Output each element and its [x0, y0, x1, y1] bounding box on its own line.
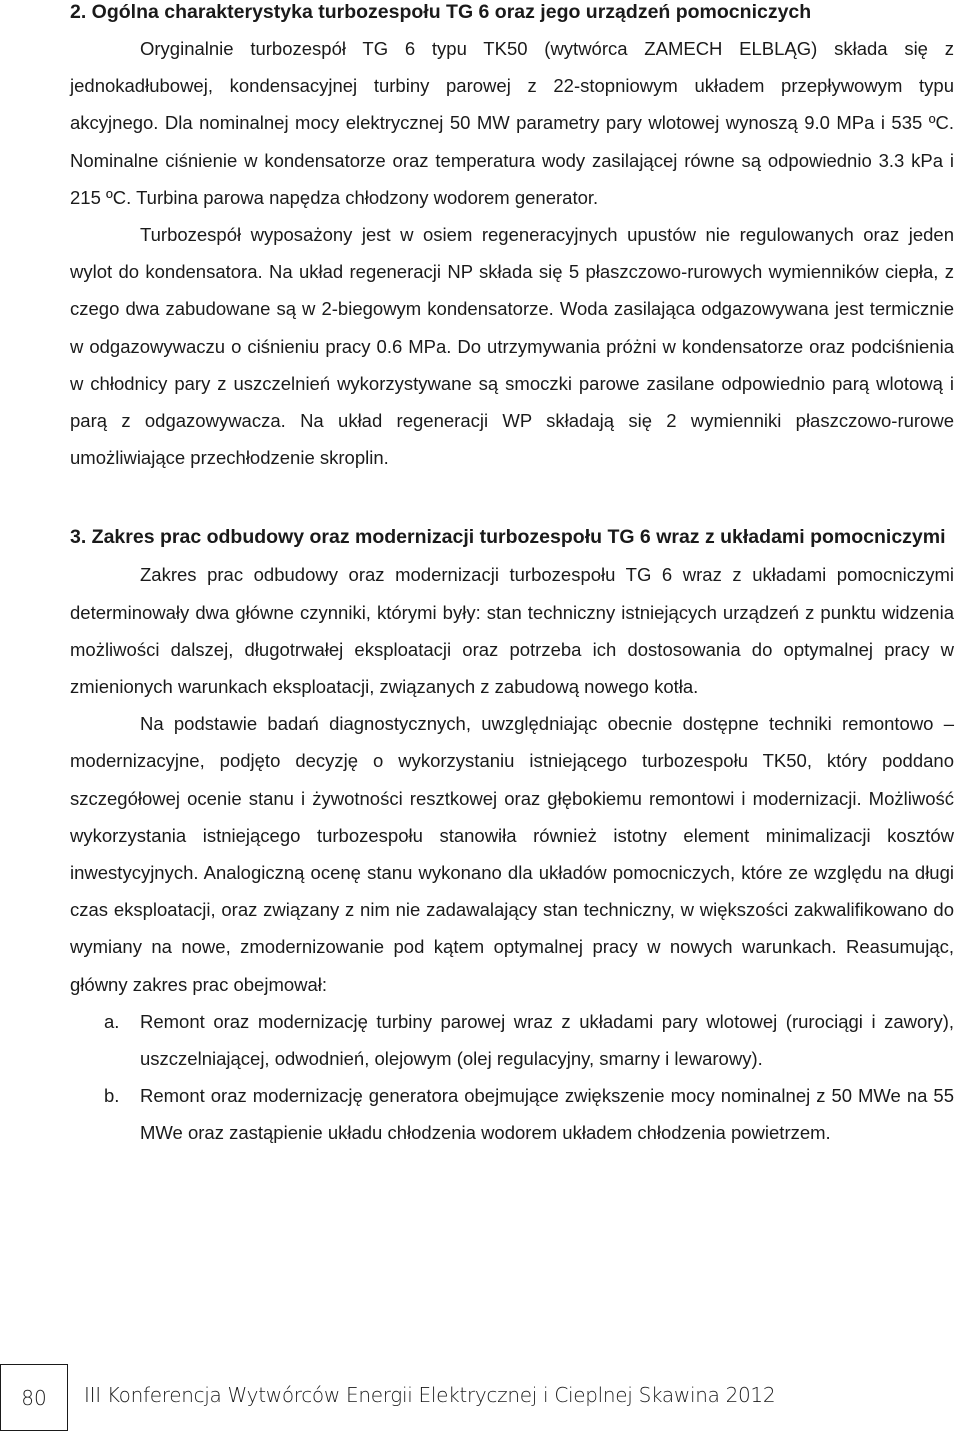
page-footer — [0, 1364, 960, 1431]
scope-list — [70, 1003, 954, 1152]
section-heading-3: 3. Zakres prac odbudowy oraz modernizacji turbozespołu TG 6 wraz z układami pomocniczymi — [70, 526, 946, 549]
list-item — [70, 1077, 954, 1151]
paragraph-regeneration-system: Turbozespół wyposażony jest w osiem regeneracyjnych upustów nie regulowanych oraz jeden wylot do kondensatora. Na układ regeneracji NP składa się 5 płaszczowo-rurowych wymienników ciepła, z czego dwa zabudowane są w 2-biegowym kondensatorze. Woda zasilająca odgazowywana jest termicznie w odgazowywaczu o ciśnieniu pracy 0.6 MPa. Do utrzymywania próżni w kondensatorze oraz podciśnienia w chłodnicy pary z uszczelnień wykorzystywane są smoczki parowe zasilane odpowiednio parą wlotową i parą z odgazowywacza. Na układ regeneracji WP składają się 2 wymienniki płaszczowo-rurowe umożliwiające przechłodzenie skroplin. — [70, 224, 954, 469]
list-item-text: Remont oraz modernizację generatora obejmujące zwiększenie mocy nominalnej z 50 MWe na 55 MWe oraz zastąpienie układu chłodzenia wodorem układem chłodzenia powietrzem. — [140, 1085, 954, 1144]
paragraph-scope-factors: Zakres prac odbudowy oraz modernizacji turbozespołu TG 6 wraz z układami pomocniczymi determinowały dwa główne czynniki, którymi były: stan techniczny istniejących urządzeń z punktu widzenia możliwości dalszej, długotrwałej eksploatacji oraz potrzeba ich dostosowania do optymalnej pracy w zmienionych warunkach eksploatacji, związanych z zabudową nowego kotła. — [70, 564, 954, 698]
list-item — [70, 1003, 954, 1077]
conference-name: III Konferencja Wytwórców Energii Elektrycznej i Cieplnej Skawina 2012 — [84, 1383, 776, 1407]
section-spacer — [70, 476, 954, 518]
paragraph-diagnostics: Na podstawie badań diagnostycznych, uwzględniając obecnie dostępne techniki remontowo – modernizacyjne, podjęto decyzję o wykorzystaniu istniejącego turbozespołu TK50, który poddano szczegółowej ocenie stanu i żywotności resztkowej oraz głębokiemu remontowi i modernizacji. Możliwość wykorzystania istniejącego turbozespołu stanowiła również istotny element minimalizacji kosztów inwestycyjnych. Analogiczną ocenę stanu wykonano dla układów pomocniczych, które ze względu na długi czas eksploatacji, oraz związany z nim nie zadawalający stan techniczny, w większości zakwalifikowano do wymiany na nowe, zmodernizowanie pod kątem optymalnej pracy w nowych warunkach. Reasumując, główny zakres prac obejmował: — [70, 713, 954, 995]
list-marker: b. — [104, 1085, 120, 1107]
document-page — [70, 0, 954, 1152]
paragraph-turbine-description: Oryginalnie turbozespół TG 6 typu TK50 (wytwórca ZAMECH ELBLĄG) składa się z jednokadłubowej, kondensacyjnej turbiny parowej z 22-stopniowym układem przepływowym typu akcyjnego. Dla nominalnej mocy elektrycznej 50 MW parametry pary wlotowej wynoszą 9.0 MPa i 535 ºC. Nominalne ciśnienie w kondensatorze oraz temperatura wody zasilającej równe są odpowiednio 3.3 kPa i 215 ºC. Turbina parowa napędza chłodzony wodorem generator. — [70, 38, 954, 208]
list-marker: a. — [104, 1010, 120, 1032]
list-item-text: Remont oraz modernizację turbiny parowej wraz z układami pary wlotowej (rurociągi i zawory), uszczelniającej, odwodnień, olejowym (olej regulacyjny, smarny i lewarowy). — [140, 1010, 954, 1070]
page-number: 80 — [0, 1364, 68, 1431]
section-heading-2: 2. Ogólna charakterystyka turbozespołu TG 6 oraz jego urządzeń pomocniczych — [70, 1, 812, 23]
